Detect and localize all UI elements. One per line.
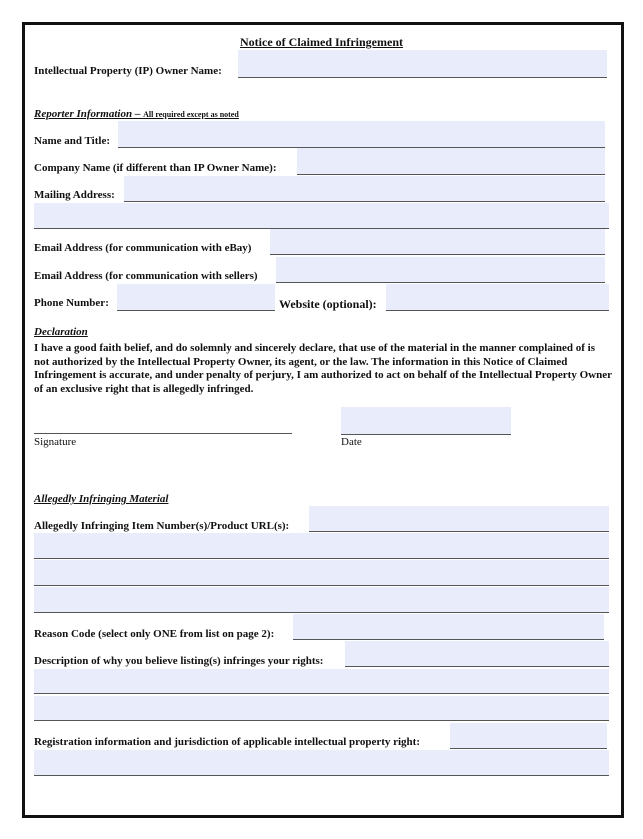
ip-owner-field[interactable] — [238, 50, 607, 78]
declaration-heading: Declaration — [34, 326, 88, 338]
company-field[interactable] — [297, 148, 605, 175]
description-field-2[interactable] — [34, 669, 609, 694]
company-label: Company Name (if different than IP Owner Name): — [34, 162, 277, 174]
registration-field-2[interactable] — [34, 750, 609, 776]
description-label: Description of why you believe listing(s) infringes your rights: — [34, 655, 324, 667]
website-field[interactable] — [386, 284, 609, 311]
reporter-note: All required except as noted — [143, 110, 239, 119]
declaration-text: I have a good faith belief, and do solemnly and sincerely declare, that use of the material in the manner complained of is not authorized by the Intellectual Property Owner, its agent, or the law. The information in this Notice of Claimed Infringement is accurate, and under penalty of perjury, I am authorized to act on behalf of the Intellectual Property Owner of an exclusive right that is allegedly infringed. — [34, 342, 612, 395]
signature-line[interactable] — [34, 433, 292, 434]
mailing-field-2[interactable] — [34, 203, 609, 229]
name-title-label: Name and Title: — [34, 135, 110, 147]
form-title: Notice of Claimed Infringement — [240, 35, 403, 49]
registration-field-1[interactable] — [450, 723, 607, 749]
items-field-3[interactable] — [34, 560, 609, 586]
mailing-field-1[interactable] — [124, 176, 605, 202]
signature-label: Signature — [34, 436, 77, 448]
reason-field[interactable] — [293, 614, 604, 640]
description-field-1[interactable] — [345, 641, 609, 667]
website-label: Website (optional): — [279, 297, 377, 311]
registration-label: Registration information and jurisdiction of applicable intellectual property right: — [34, 736, 421, 748]
phone-label: Phone Number: — [34, 297, 109, 309]
email-sellers-label: Email Address (for communication with sellers) — [34, 270, 258, 282]
items-field-1[interactable] — [309, 506, 609, 532]
items-field-4[interactable] — [34, 587, 609, 613]
material-heading: Allegedly Infringing Material — [34, 493, 169, 505]
reporter-heading-text: Reporter Information — [34, 108, 133, 120]
reason-label: Reason Code (select only ONE from list on page 2): — [34, 628, 275, 640]
email-ebay-field[interactable] — [270, 229, 605, 255]
name-title-field[interactable] — [118, 121, 605, 148]
date-label: Date — [341, 436, 362, 448]
mailing-label: Mailing Address: — [34, 189, 115, 201]
description-field-3[interactable] — [34, 696, 609, 721]
reporter-heading — [34, 108, 239, 120]
items-field-2[interactable] — [34, 533, 609, 559]
email-ebay-label: Email Address (for communication with eBay) — [34, 242, 252, 254]
email-sellers-field[interactable] — [276, 257, 605, 283]
items-label: Allegedly Infringing Item Number(s)/Product URL(s): — [34, 520, 290, 532]
reporter-heading-dash: – — [132, 108, 144, 120]
phone-field[interactable] — [117, 284, 275, 311]
ip-owner-label: Intellectual Property (IP) Owner Name: — [34, 65, 222, 77]
date-field[interactable] — [341, 407, 511, 435]
